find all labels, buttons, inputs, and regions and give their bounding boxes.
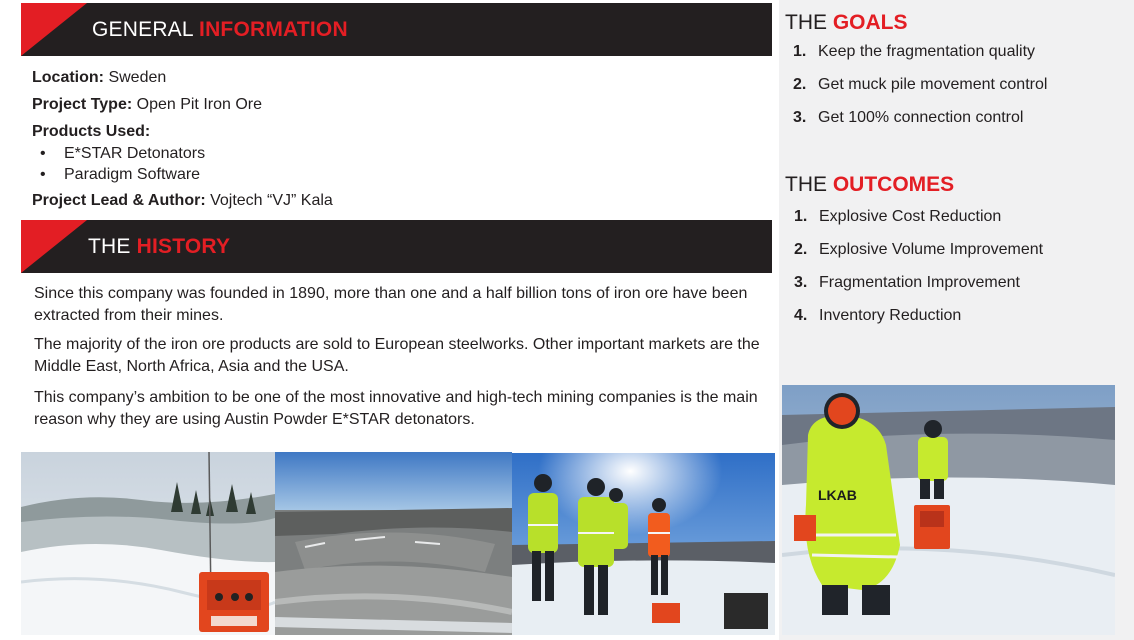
goal-item: 1. Keep the fragmentation quality bbox=[793, 43, 1036, 60]
outcomes-list bbox=[794, 206, 1043, 338]
general-information-heading: GENERAL INFORMATION bbox=[92, 18, 348, 41]
project-type-line: Project Type: Open Pit Iron Ore bbox=[32, 96, 263, 113]
goal-item: 2. Get muck pile movement control bbox=[793, 76, 1048, 93]
product-item: • E*STAR Detonators bbox=[40, 143, 205, 164]
photo-worker-kneeling-in-snow bbox=[782, 385, 1115, 635]
goals-heading: THE GOALS bbox=[785, 11, 908, 34]
outcome-item: 2. Explosive Volume Improvement bbox=[794, 241, 1044, 258]
lkab-jacket-text: LKAB bbox=[818, 487, 857, 503]
outcome-item: 4. Inventory Reduction bbox=[794, 307, 962, 324]
history-banner bbox=[21, 220, 772, 273]
red-wedge-decoration bbox=[21, 220, 87, 273]
products-list bbox=[40, 143, 205, 185]
products-used-label: Products Used: bbox=[32, 123, 151, 140]
history-paragraph: This company’s ambition to be one of the most innovative and high-tech mining companies is the main reason why they are using Austin Powder E*STAR detonators. bbox=[34, 389, 758, 428]
outcome-item: 1. Explosive Cost Reduction bbox=[794, 208, 1002, 225]
goals-list bbox=[793, 41, 1047, 140]
goal-item: 3. Get 100% connection control bbox=[793, 109, 1024, 126]
outcome-item: 3. Fragmentation Improvement bbox=[794, 274, 1020, 291]
photo-open-pit-mine bbox=[275, 452, 512, 635]
history-paragraph: Since this company was founded in 1890, more than one and a half billion tons of iron ore have been extracted from their mines. bbox=[34, 285, 748, 324]
general-information-banner bbox=[21, 3, 772, 56]
history-paragraph: The majority of the iron ore products are sold to European steelworks. Other important markets are the Middle East, North Africa, Asia and the USA. bbox=[34, 336, 760, 375]
location-line: Location: Sweden bbox=[32, 69, 167, 86]
project-lead-line: Project Lead & Author: Vojtech “VJ” Kala bbox=[32, 192, 333, 209]
photo-workers-in-snow bbox=[512, 453, 775, 635]
outcomes-heading: THE OUTCOMES bbox=[785, 173, 955, 196]
red-wedge-decoration bbox=[21, 3, 87, 56]
product-item: • Paradigm Software bbox=[40, 164, 205, 185]
history-heading: THE HISTORY bbox=[88, 235, 231, 258]
photo-snowy-landscape-blast-box bbox=[21, 452, 275, 635]
